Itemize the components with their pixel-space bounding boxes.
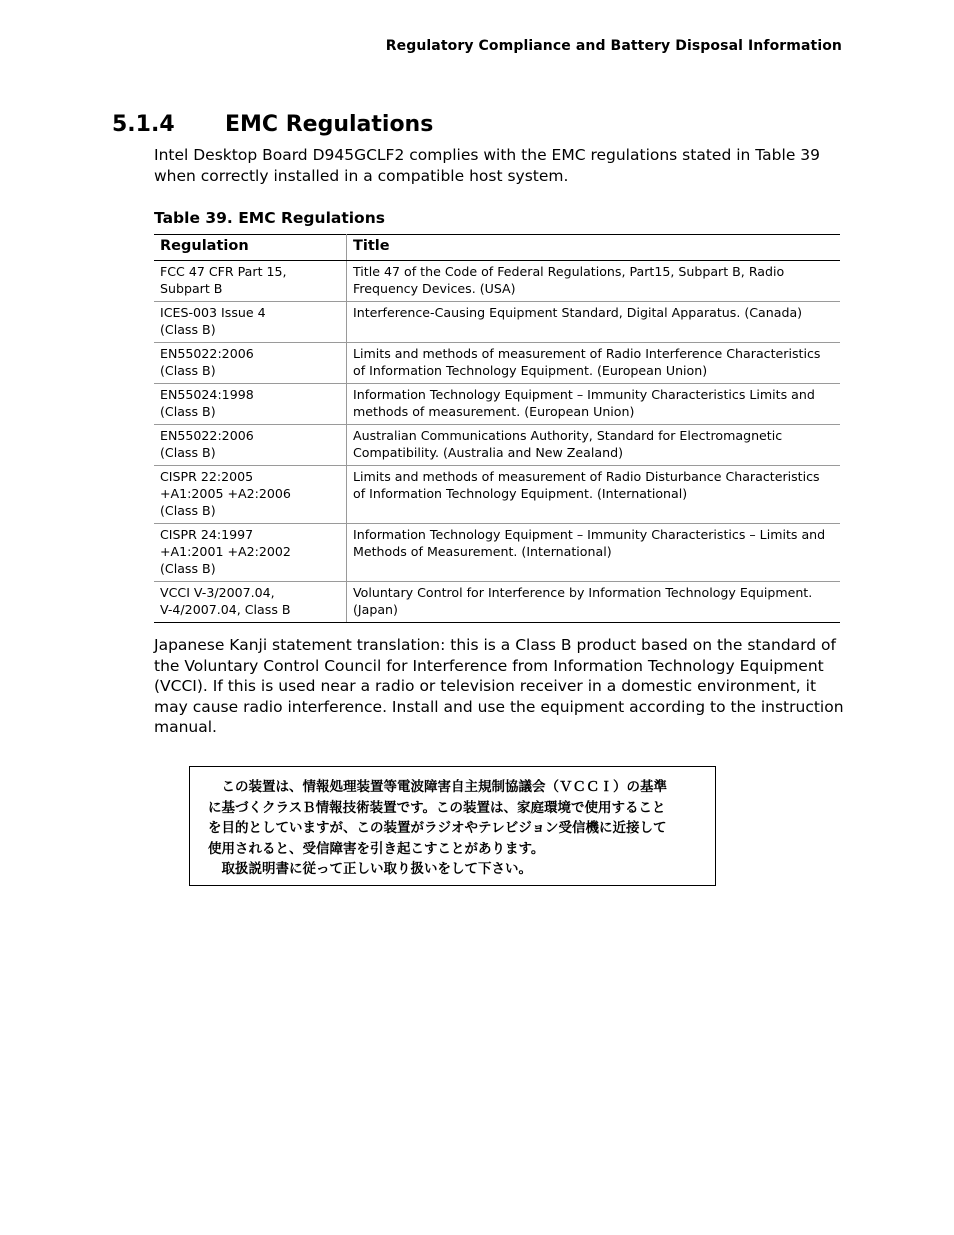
regulation-line: V-4/2007.04, Class B	[160, 602, 291, 617]
regulation-line: EN55022:2006	[160, 428, 254, 443]
regulation-line: +A1:2001 +A2:2002	[160, 544, 291, 559]
japanese-text-line: この装置は、情報処理装置等電波障害自主規制協議会（ＶＣＣＩ）の基準	[208, 779, 667, 795]
table-row	[154, 466, 840, 524]
japanese-text-line: 取扱説明書に従って正しい取り扱いをして下さい。	[208, 861, 532, 877]
regulation-line: EN55022:2006	[160, 346, 254, 361]
regulation-line: VCCI V-3/2007.04,	[160, 585, 275, 600]
regulation-line: Subpart B	[160, 281, 223, 296]
title-cell: Limits and methods of measurement of Radio Interference Characteristics of Information Technology Equipment. (European Union)	[347, 343, 841, 384]
table-row	[154, 524, 840, 582]
table-row	[154, 261, 840, 302]
table-row	[154, 302, 840, 343]
regulation-line: EN55024:1998	[160, 387, 254, 402]
title-cell: Voluntary Control for Interference by Information Technology Equipment. (Japan)	[347, 582, 841, 623]
regulation-cell	[154, 524, 347, 582]
regulation-cell	[154, 384, 347, 425]
intro-paragraph: Intel Desktop Board D945GCLF2 complies with the EMC regulations stated in Table 39 when correctly installed in a compatible host system.	[154, 146, 821, 185]
table-row	[154, 425, 840, 466]
regulation-line: (Class B)	[160, 503, 216, 518]
title-cell: Australian Communications Authority, Standard for Electromagnetic Compatibility. (Australia and New Zealand)	[347, 425, 841, 466]
regulation-line: CISPR 24:1997	[160, 527, 254, 542]
regulation-line: (Class B)	[160, 445, 216, 460]
title-cell: Title 47 of the Code of Federal Regulations, Part15, Subpart B, Radio Frequency Devices. (USA)	[347, 261, 841, 302]
regulation-line: (Class B)	[160, 363, 216, 378]
regulation-cell	[154, 582, 347, 623]
regulation-cell	[154, 261, 347, 302]
table-row	[154, 343, 840, 384]
table-caption: Table 39. EMC Regulations	[154, 209, 385, 227]
japanese-text-line: 使用されると、受信障害を引き起こすことがあります。	[208, 840, 545, 857]
kanji-statement-translation: Japanese Kanji statement translation: this is a Class B product based on the standard of the Voluntary Control Council for Interference from Information Technology Equipment (VCCI). If this is used near a radio or television receiver in a domestic environment, it may cause radio interference. Install and use the equipment according to the instruction manual.	[154, 636, 844, 736]
section-heading	[112, 112, 433, 137]
regulation-line: +A1:2005 +A2:2006	[160, 486, 291, 501]
regulation-line: ICES-003 Issue 4	[160, 305, 266, 320]
emc-regulations-table	[154, 234, 840, 623]
japanese-vcci-statement-box	[189, 766, 716, 886]
regulation-line: (Class B)	[160, 561, 216, 576]
regulation-cell	[154, 425, 347, 466]
column-header-regulation: Regulation	[154, 235, 347, 261]
title-cell: Information Technology Equipment – Immunity Characteristics – Limits and Methods of Measurement. (International)	[347, 524, 841, 582]
japanese-text-line: を目的としていますが、この装置がラジオやテレビジョン受信機に近接して	[208, 820, 667, 836]
table-row	[154, 582, 840, 623]
table-row	[154, 384, 840, 425]
regulation-cell	[154, 343, 347, 384]
section-number: 5.1.4	[112, 112, 175, 137]
japanese-text-line: に基づくクラスＢ情報技術装置です。この装置は、家庭環境で使用すること	[208, 799, 666, 816]
regulation-line: CISPR 22:2005	[160, 469, 254, 484]
section-title: EMC Regulations	[225, 112, 434, 137]
running-header: Regulatory Compliance and Battery Disposal Information	[385, 38, 842, 54]
regulation-line: (Class B)	[160, 404, 216, 419]
title-cell: Information Technology Equipment – Immunity Characteristics Limits and methods of measurement. (European Union)	[347, 384, 841, 425]
regulation-cell	[154, 302, 347, 343]
title-cell: Interference-Causing Equipment Standard, Digital Apparatus. (Canada)	[347, 302, 841, 343]
title-cell: Limits and methods of measurement of Radio Disturbance Characteristics of Information Technology Equipment. (International)	[347, 466, 841, 524]
regulation-line: FCC 47 CFR Part 15,	[160, 264, 287, 279]
column-header-title: Title	[347, 235, 841, 261]
regulation-line: (Class B)	[160, 322, 216, 337]
regulation-cell	[154, 466, 347, 524]
table-header-row	[154, 235, 840, 261]
